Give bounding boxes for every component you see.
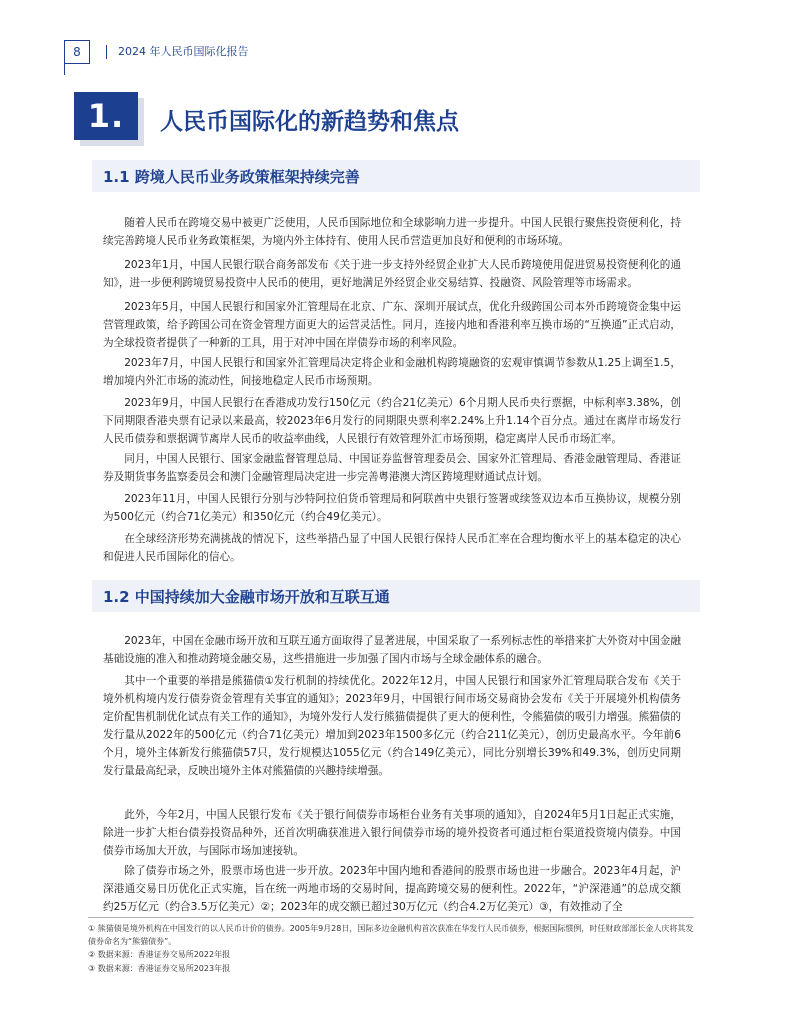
footnote-divider <box>88 917 694 918</box>
paragraph: 2023年1月，中国人民银行联合商务部发布《关于进一步支持外经贸企业扩大人民币跨境使用促进贸易投资便利化的通知》，进一步便利跨境贸易投资中人民币的使用，更好地满足外经贸企业交易结算、投融资、风险管理等市场需求。 <box>103 259 681 289</box>
paragraph: 在全球经济形势充满挑战的情况下，这些举措凸显了中国人民银行保持人民币汇率在合理均衡水平上的基本稳定的决心和促进人民币国际化的信心。 <box>103 533 681 563</box>
paragraph: 同月，中国人民银行、国家金融监督管理总局、中国证券监督管理委员会、国家外汇管理局、香港金融管理局、香港证券及期货事务监察委员会和澳门金融管理局决定进一步完善粤港澳大湾区跨境理财通试点计划。 <box>103 453 681 483</box>
paragraph: 此外，今年2月，中国人民银行发布《关于银行间债券市场柜台业务有关事项的通知》，自2024年5月1日起正式实施，除进一步扩大柜台债券投资品种外，还首次明确获准进入银行间债券市场的境外投资者可通过柜台渠道投资境内债券。中国债券市场加大开放，与国际市场加速接轨。 <box>103 809 681 857</box>
paragraph: 其中一个重要的举措是熊猫债①发行机制的持续优化。2022年12月，中国人民银行和国家外汇管理局联合发布《关于境外机构境内发行债券资金管理有关事宜的通知》；2023年9月，中国银行间市场交易商协会发布《关于开展境外机构债务定价配售机制优化试点有关工作的通知》，为境外发行人发行熊猫债提供了更大的便利性，令熊猫债的吸引力增强。熊猫债的发行量从2022年的500亿元（约合71亿美元）增加到2023年1500多亿元（约合211亿美元），创历史最高水平。今年前6个月，境外主体新发行熊猫债57只，发行规模达1055亿元（约合149亿美元），同比分别增长39%和49.3%，创历史同期发行量最高纪录，反映出境外主体对熊猫债的兴趣持续增强。 <box>103 675 681 777</box>
paragraph: 2023年7月，中国人民银行和国家外汇管理局决定将企业和金融机构跨境融资的宏观审慎调节参数从1.25上调至1.5，增加境内外汇市场的流动性，间接地稳定人民币市场预期。 <box>103 357 681 387</box>
footnote: ③ 数据来源：香港证券交易所2023年报 <box>88 964 231 973</box>
page-header <box>0 0 786 75</box>
subsection-2-title: 1.2 中国持续加大金融市场开放和互联互通 <box>103 588 390 606</box>
paragraph: 2023年9月，中国人民银行在香港成功发行150亿元（约合21亿美元）6个月期人民币央行票据，中标利率3.38%，创下同期限香港央票有记录以来最高，较2023年6月发行的同期限央票利率2.24%上升1.14个百分点。通过在离岸市场发行人民币债券和票据调节离岸人民币的收益率曲线，人民银行有效管理外汇市场预期，稳定离岸人民币市场汇率。 <box>103 397 681 445</box>
paragraph: 2023年，中国在金融市场开放和互联互通方面取得了显著进展，中国采取了一系列标志性的举措来扩大外资对中国金融基础设施的准入和推动跨境金融交易，这些措施进一步加强了国内市场与全球金融体系的融合。 <box>103 635 681 665</box>
paragraph: 2023年11月，中国人民银行分别与沙特阿拉伯货币管理局和阿联酋中央银行签署或续签双边本币互换协议，规模分别为500亿元（约合71亿美元）和350亿元（约合49亿美元）。 <box>103 493 681 523</box>
report-title: 2024 年人民币国际化报告 <box>118 45 249 58</box>
paragraph: 除了债券市场之外，股票市场也进一步开放。2023年中国内地和香港间的股票市场也进一步融合。2023年4月起，沪深港通交易日历优化正式实施，旨在统一两地市场的交易时间，提高跨境交易的便利性。2022年，“沪深港通”的总成交额约25万亿元（约合3.5万亿美元）②；2023年的成交额已超过30万亿元（约合4.2万亿美元）③，有效推动了全 <box>103 865 681 913</box>
header-divider <box>106 45 107 59</box>
paragraph: 2023年5月，中国人民银行和国家外汇管理局在北京、广东、深圳开展试点，优化升级跨国公司本外币跨境资金集中运营管理政策，给予跨国公司在资金管理方面更大的运营灵活性。同月，连接内地和香港利率互换市场的“互换通”正式启动，为全球投资者提供了一种新的工具，用于对冲中国在岸债券市场的利率风险。 <box>103 301 681 349</box>
page-number-corner <box>64 63 77 75</box>
page-number: 8 <box>64 40 90 64</box>
paragraph: 随着人民币在跨境交易中被更广泛使用，人民币国际地位和全球影响力进一步提升。中国人民银行聚焦投资便利化，持续完善跨境人民币业务政策框架，为境内外主体持有、使用人民币营造更加良好和便利的市场环境。 <box>103 217 681 247</box>
section-title: 人民币国际化的新趋势和焦点 <box>160 109 459 135</box>
footnote: ① 熊猫债是境外机构在中国发行的以人民币计价的债券。2005年9月28日，国际多边金融机构首次获准在华发行人民币债券，根据国际惯例，时任财政部部长金人庆将其发债券命名为“熊猫债券”。 <box>88 924 694 946</box>
footnote: ② 数据来源：香港证券交易所2022年报 <box>88 950 231 959</box>
section-number: 1. <box>74 92 138 140</box>
subsection-1-title: 1.1 跨境人民币业务政策框架持续完善 <box>103 168 360 186</box>
